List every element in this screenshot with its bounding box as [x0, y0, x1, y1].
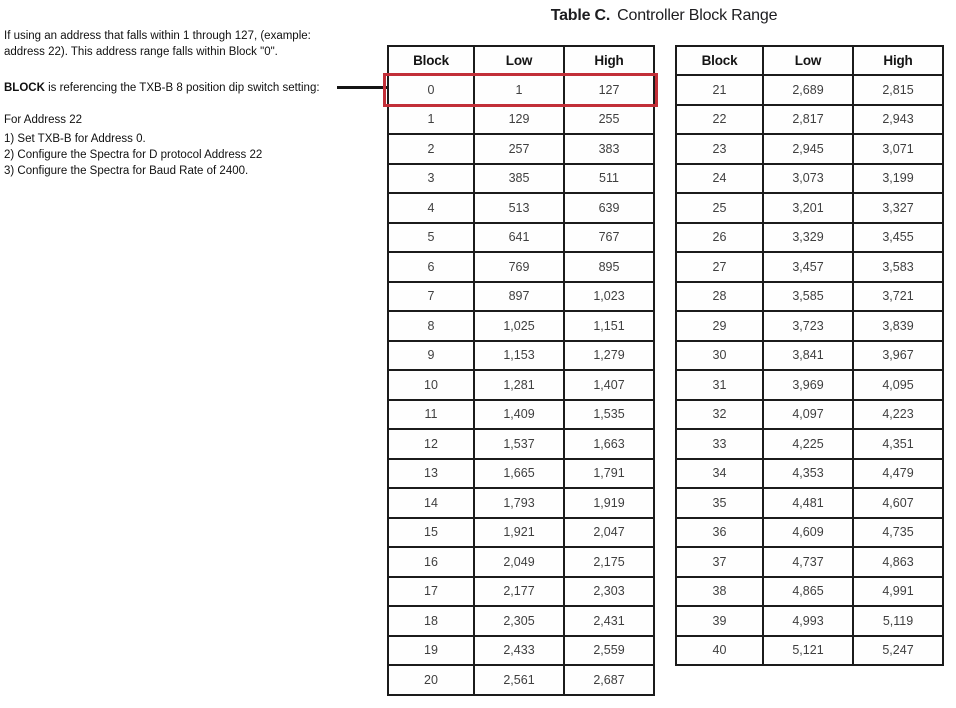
low-cell: 2,945 — [763, 134, 853, 164]
low-cell: 1,409 — [474, 400, 564, 430]
block-keyword: BLOCK — [4, 82, 45, 94]
low-cell: 3,585 — [763, 282, 853, 312]
step-3: 3) Configure the Spectra for Baud Rate of 2400. — [4, 165, 249, 177]
table-row — [676, 75, 943, 105]
table-row — [676, 282, 943, 312]
connector-line — [337, 86, 389, 89]
table-row — [676, 429, 943, 459]
low-cell: 257 — [474, 134, 564, 164]
table-row — [676, 164, 943, 194]
block-table-right — [675, 45, 944, 666]
table-row — [676, 193, 943, 223]
high-cell: 3,967 — [853, 341, 943, 371]
low-cell: 3,201 — [763, 193, 853, 223]
high-cell: 3,583 — [853, 252, 943, 282]
table-row — [388, 400, 654, 430]
high-cell: 1,023 — [564, 282, 654, 312]
page-title — [386, 7, 942, 25]
high-cell: 3,455 — [853, 223, 943, 253]
block-cell: 11 — [388, 400, 474, 430]
low-cell: 1 — [474, 75, 564, 105]
block-cell: 17 — [388, 577, 474, 607]
high-cell: 895 — [564, 252, 654, 282]
high-cell: 4,223 — [853, 400, 943, 430]
block-cell: 21 — [676, 75, 763, 105]
block-cell: 3 — [388, 164, 474, 194]
high-cell: 4,095 — [853, 370, 943, 400]
high-cell: 1,279 — [564, 341, 654, 371]
high-cell: 5,247 — [853, 636, 943, 666]
block-cell: 2 — [388, 134, 474, 164]
table-row — [676, 459, 943, 489]
table-header-row — [388, 46, 654, 75]
table-header-row — [676, 46, 943, 75]
block-cell: 10 — [388, 370, 474, 400]
low-cell: 513 — [474, 193, 564, 223]
table-title-text: Controller Block Range — [617, 7, 778, 24]
table-label: Table C. — [550, 7, 611, 24]
annotation-text — [4, 28, 376, 179]
high-cell: 255 — [564, 105, 654, 135]
high-cell: 2,431 — [564, 606, 654, 636]
high-cell: 2,687 — [564, 665, 654, 695]
block-cell: 8 — [388, 311, 474, 341]
low-cell: 385 — [474, 164, 564, 194]
block-cell: 1 — [388, 105, 474, 135]
block-cell: 7 — [388, 282, 474, 312]
low-cell: 3,723 — [763, 311, 853, 341]
block-cell: 9 — [388, 341, 474, 371]
table-row — [388, 311, 654, 341]
block-cell: 22 — [676, 105, 763, 135]
table-row — [676, 223, 943, 253]
table-row — [676, 606, 943, 636]
table-row — [388, 282, 654, 312]
high-cell: 3,071 — [853, 134, 943, 164]
table-row — [388, 488, 654, 518]
block-cell: 36 — [676, 518, 763, 548]
for-address-label: For Address 22 — [4, 114, 82, 126]
low-cell: 769 — [474, 252, 564, 282]
table-row — [676, 252, 943, 282]
low-cell: 2,817 — [763, 105, 853, 135]
block-cell: 31 — [676, 370, 763, 400]
table-row — [388, 459, 654, 489]
step-1: 1) Set TXB-B for Address 0. — [4, 133, 146, 145]
block-cell: 13 — [388, 459, 474, 489]
table-row — [676, 370, 943, 400]
block-cell: 15 — [388, 518, 474, 548]
low-cell: 4,737 — [763, 547, 853, 577]
column-header-low: Low — [763, 46, 853, 75]
low-cell: 1,153 — [474, 341, 564, 371]
annotation-line-2: address 22). This address range falls within Block "0". — [4, 46, 278, 58]
high-cell: 4,735 — [853, 518, 943, 548]
high-cell: 767 — [564, 223, 654, 253]
high-cell: 4,607 — [853, 488, 943, 518]
low-cell: 4,353 — [763, 459, 853, 489]
column-header-high: High — [564, 46, 654, 75]
high-cell: 2,303 — [564, 577, 654, 607]
low-cell: 4,609 — [763, 518, 853, 548]
high-cell: 383 — [564, 134, 654, 164]
high-cell: 2,175 — [564, 547, 654, 577]
column-header-high: High — [853, 46, 943, 75]
low-cell: 3,457 — [763, 252, 853, 282]
column-header-block: Block — [676, 46, 763, 75]
high-cell: 2,815 — [853, 75, 943, 105]
table-row — [388, 606, 654, 636]
block-cell: 34 — [676, 459, 763, 489]
low-cell: 4,097 — [763, 400, 853, 430]
block-cell: 24 — [676, 164, 763, 194]
block-cell: 30 — [676, 341, 763, 371]
block-cell: 14 — [388, 488, 474, 518]
low-cell: 4,225 — [763, 429, 853, 459]
table-row — [676, 518, 943, 548]
high-cell: 127 — [564, 75, 654, 105]
table-row — [388, 341, 654, 371]
high-cell: 3,199 — [853, 164, 943, 194]
high-cell: 511 — [564, 164, 654, 194]
block-reference-text: is referencing the TXB-B 8 position dip switch setting: — [44, 82, 320, 94]
low-cell: 1,665 — [474, 459, 564, 489]
table-row — [676, 105, 943, 135]
low-cell: 2,561 — [474, 665, 564, 695]
block-cell: 38 — [676, 577, 763, 607]
column-header-low: Low — [474, 46, 564, 75]
table-row — [388, 105, 654, 135]
step-2: 2) Configure the Spectra for D protocol Address 22 — [4, 149, 263, 161]
table-row — [388, 429, 654, 459]
block-cell: 35 — [676, 488, 763, 518]
high-cell: 4,351 — [853, 429, 943, 459]
low-cell: 1,921 — [474, 518, 564, 548]
high-cell: 3,721 — [853, 282, 943, 312]
low-cell: 129 — [474, 105, 564, 135]
table-row — [676, 636, 943, 666]
high-cell: 5,119 — [853, 606, 943, 636]
table-row — [676, 400, 943, 430]
block-cell: 39 — [676, 606, 763, 636]
table-row — [388, 193, 654, 223]
low-cell: 2,305 — [474, 606, 564, 636]
block-cell: 40 — [676, 636, 763, 666]
table-row — [388, 252, 654, 282]
low-cell: 2,689 — [763, 75, 853, 105]
table-row — [676, 488, 943, 518]
table-row — [676, 134, 943, 164]
high-cell: 639 — [564, 193, 654, 223]
table-row — [676, 577, 943, 607]
column-header-block: Block — [388, 46, 474, 75]
block-table-left — [387, 45, 655, 696]
table-row — [388, 370, 654, 400]
high-cell: 4,991 — [853, 577, 943, 607]
table-row — [388, 134, 654, 164]
low-cell: 5,121 — [763, 636, 853, 666]
high-cell: 1,535 — [564, 400, 654, 430]
low-cell: 2,049 — [474, 547, 564, 577]
low-cell: 1,537 — [474, 429, 564, 459]
block-reference-line — [4, 80, 376, 96]
low-cell: 2,433 — [474, 636, 564, 666]
table-row — [676, 547, 943, 577]
block-cell: 33 — [676, 429, 763, 459]
high-cell: 3,839 — [853, 311, 943, 341]
table-row — [388, 665, 654, 695]
block-cell: 19 — [388, 636, 474, 666]
table-row — [388, 164, 654, 194]
high-cell: 2,943 — [853, 105, 943, 135]
table-row — [676, 311, 943, 341]
steps-list — [4, 131, 376, 179]
high-cell: 1,151 — [564, 311, 654, 341]
high-cell: 2,559 — [564, 636, 654, 666]
table-row — [388, 577, 654, 607]
annotation-line-1: If using an address that falls within 1 through 127, (example: — [4, 30, 311, 42]
low-cell: 4,865 — [763, 577, 853, 607]
block-cell: 27 — [676, 252, 763, 282]
block-cell: 5 — [388, 223, 474, 253]
table-row — [388, 636, 654, 666]
low-cell: 3,841 — [763, 341, 853, 371]
block-cell: 16 — [388, 547, 474, 577]
table-row — [676, 341, 943, 371]
low-cell: 4,481 — [763, 488, 853, 518]
high-cell: 1,407 — [564, 370, 654, 400]
block-cell: 6 — [388, 252, 474, 282]
low-cell: 3,073 — [763, 164, 853, 194]
block-cell: 32 — [676, 400, 763, 430]
block-cell: 26 — [676, 223, 763, 253]
block-cell: 4 — [388, 193, 474, 223]
high-cell: 1,663 — [564, 429, 654, 459]
block-cell: 12 — [388, 429, 474, 459]
block-cell: 28 — [676, 282, 763, 312]
table-row — [388, 75, 654, 105]
high-cell: 3,327 — [853, 193, 943, 223]
high-cell: 2,047 — [564, 518, 654, 548]
low-cell: 4,993 — [763, 606, 853, 636]
high-cell: 4,863 — [853, 547, 943, 577]
low-cell: 3,969 — [763, 370, 853, 400]
low-cell: 1,025 — [474, 311, 564, 341]
block-cell: 29 — [676, 311, 763, 341]
table-row — [388, 547, 654, 577]
low-cell: 3,329 — [763, 223, 853, 253]
low-cell: 1,281 — [474, 370, 564, 400]
block-cell: 20 — [388, 665, 474, 695]
block-cell: 0 — [388, 75, 474, 105]
block-cell: 23 — [676, 134, 763, 164]
high-cell: 4,479 — [853, 459, 943, 489]
block-cell: 25 — [676, 193, 763, 223]
low-cell: 897 — [474, 282, 564, 312]
block-cell: 18 — [388, 606, 474, 636]
block-cell: 37 — [676, 547, 763, 577]
table-row — [388, 223, 654, 253]
low-cell: 641 — [474, 223, 564, 253]
low-cell: 1,793 — [474, 488, 564, 518]
low-cell: 2,177 — [474, 577, 564, 607]
table-row — [388, 518, 654, 548]
high-cell: 1,919 — [564, 488, 654, 518]
high-cell: 1,791 — [564, 459, 654, 489]
